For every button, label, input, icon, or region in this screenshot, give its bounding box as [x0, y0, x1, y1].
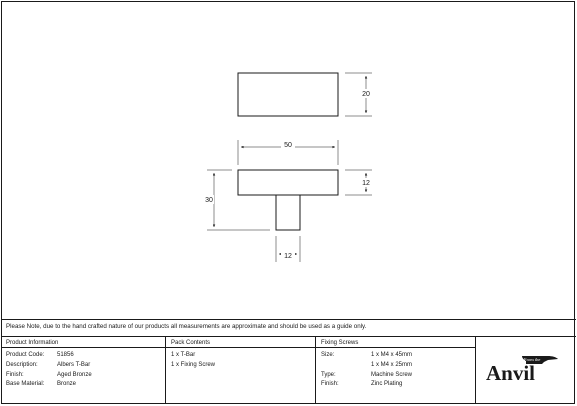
product-code-value: 51856	[57, 352, 74, 358]
logo-brand: Anvil	[486, 361, 536, 385]
side-view-bar	[238, 170, 338, 195]
header-divider	[1, 347, 476, 348]
fixing-screws-title: Fixing Screws	[321, 340, 359, 346]
top-view-bar	[238, 73, 338, 116]
anvil-logo	[486, 352, 566, 392]
screw-size-value: 1 x M4 x 45mm	[371, 352, 413, 358]
description-value: Albers T-Bar	[57, 362, 91, 368]
side-view-stem	[276, 195, 300, 230]
base-material-value: Bronze	[57, 381, 77, 387]
pack-item: 1 x T-Bar	[171, 352, 196, 358]
product-code-label: Product Code:	[6, 352, 45, 358]
dim-label-top-height: 20	[362, 91, 370, 98]
product-information-title: Product Information	[6, 340, 59, 346]
screw-size-value: 1 x M4 x 25mm	[371, 362, 413, 368]
screw-type-label: Type:	[321, 372, 336, 378]
pack-item: 1 x Fixing Screw	[171, 362, 216, 368]
disclaimer-note: Please Note, due to the hand crafted nature of our products all measurements are approximate and should be used as a guide only.	[6, 323, 367, 330]
dim-label-bar-height: 12	[362, 180, 370, 187]
finish-label: Finish:	[6, 372, 24, 378]
note-divider-top	[1, 319, 576, 320]
base-material-label: Base Material:	[6, 381, 45, 387]
dim-label-width: 50	[284, 142, 292, 149]
logo-from-the: From the	[524, 357, 541, 362]
note-divider-bottom	[1, 336, 576, 337]
screw-finish-label: Finish:	[321, 381, 339, 387]
description-label: Description:	[6, 362, 38, 368]
finish-value: Aged Bronze	[57, 372, 92, 378]
screw-finish-value: Zinc Plating	[371, 381, 403, 387]
dim-label-stem-width: 12	[284, 253, 292, 260]
screw-type-value: Machine Screw	[371, 372, 413, 378]
dim-label-total-height: 30	[205, 197, 213, 204]
pack-contents-title: Pack Contents	[171, 340, 211, 346]
screw-size-label: Size:	[321, 352, 335, 358]
